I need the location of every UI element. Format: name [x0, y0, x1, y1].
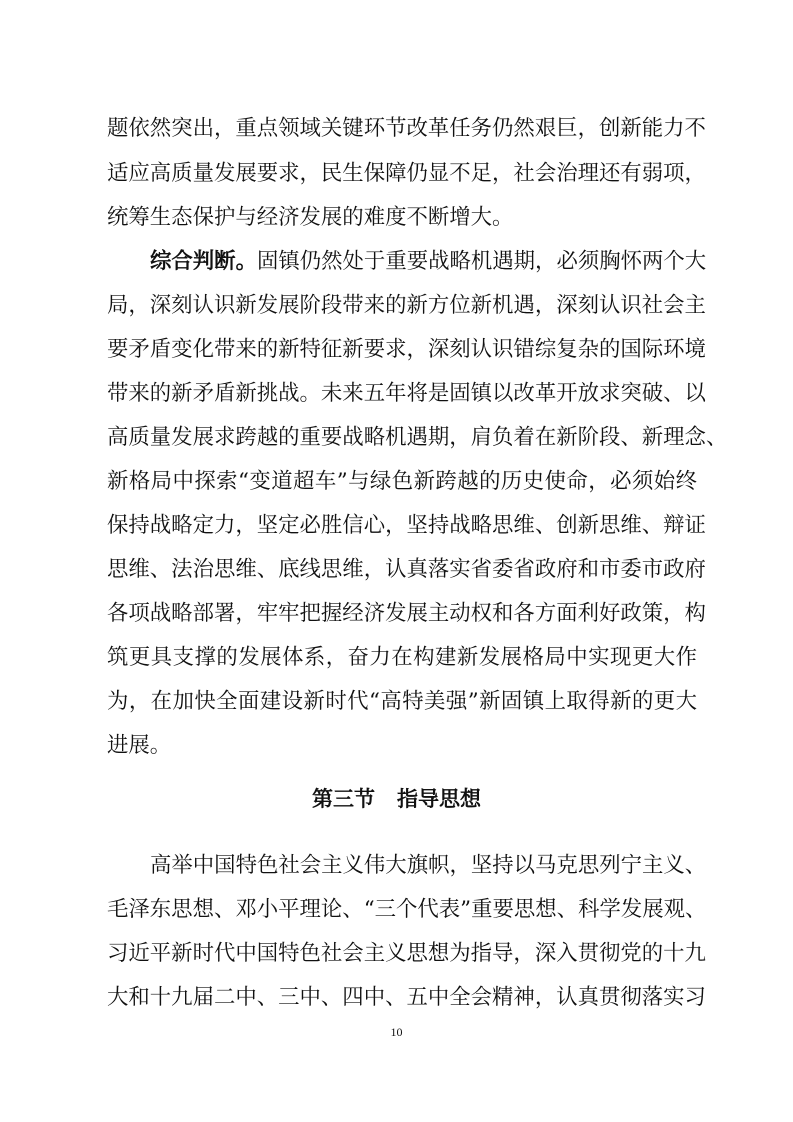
paragraph-2-line-5: 高质量发展求跨越的重要战略机遇期，肩负着在新阶段、新理念、: [107, 425, 728, 450]
paragraph-3-line-1: 高举中国特色社会主义伟大旗帜，坚持以马克思列宁主义、: [150, 853, 707, 878]
page-number: 10: [390, 1025, 403, 1039]
paragraph-3-line-2: 毛泽东思想、邓小平理论、“三个代表”重要思想、科学发展观、: [107, 897, 707, 922]
paragraph-3-line-4: 大和十九届二中、三中、四中、五中全会精神，认真贯彻落实习: [107, 985, 706, 1010]
paragraph-1-line-3: 统筹生态保护与经济发展的难度不断增大。: [107, 205, 514, 230]
paragraph-2-lead: 综合判断。: [150, 249, 257, 274]
paragraph-2-line-10: 筑更具支撑的发展体系，奋力在构建新发展格局中实现更大作: [107, 645, 697, 670]
paragraph-2-line-3: 要矛盾变化带来的新特征新要求，深刻认识错综复杂的国际环境: [107, 337, 706, 362]
paragraph-2-line-11: 为，在加快全面建设新时代“高特美强”新固镇上取得新的更大: [107, 689, 697, 714]
paragraph-2-line-1-text: 固镇仍然处于重要战略机遇期，必须胸怀两个大: [256, 249, 707, 274]
paragraph-1-line-1: 题依然突出，重点领域关键环节改革任务仍然艰巨，创新能力不: [107, 116, 706, 141]
paragraph-3-line-3: 习近平新时代中国特色社会主义思想为指导，深入贯彻党的十九: [107, 941, 706, 966]
paragraph-2-line-1: [150, 248, 707, 276]
paragraph-2-line-4: 带来的新矛盾新挑战。未来五年将是固镇以改革开放求突破、以: [107, 381, 706, 406]
paragraph-1-line-2: 适应高质量发展要求，民生保障仍显不足，社会治理还有弱项，: [107, 161, 706, 186]
paragraph-2-line-9: 各项战略部署，牢牢把握经济发展主动权和各方面利好政策，构: [107, 601, 706, 626]
paragraph-2-line-6: 新格局中探索“变道超车”与绿色新跨越的历史使命，必须始终: [107, 469, 697, 494]
paragraph-2-line-2: 局，深刻认识新发展阶段带来的新方位新机遇，深刻认识社会主: [107, 293, 706, 318]
paragraph-2-line-7: 保持战略定力，坚定必胜信心，坚持战略思维、创新思维、辩证: [107, 513, 706, 538]
paragraph-2-line-8: 思维、法治思维、底线思维，认真落实省委省政府和市委市政府: [107, 557, 706, 582]
paragraph-2-line-12: 进展。: [107, 733, 172, 758]
section-heading: 第三节 指导思想: [312, 787, 481, 811]
